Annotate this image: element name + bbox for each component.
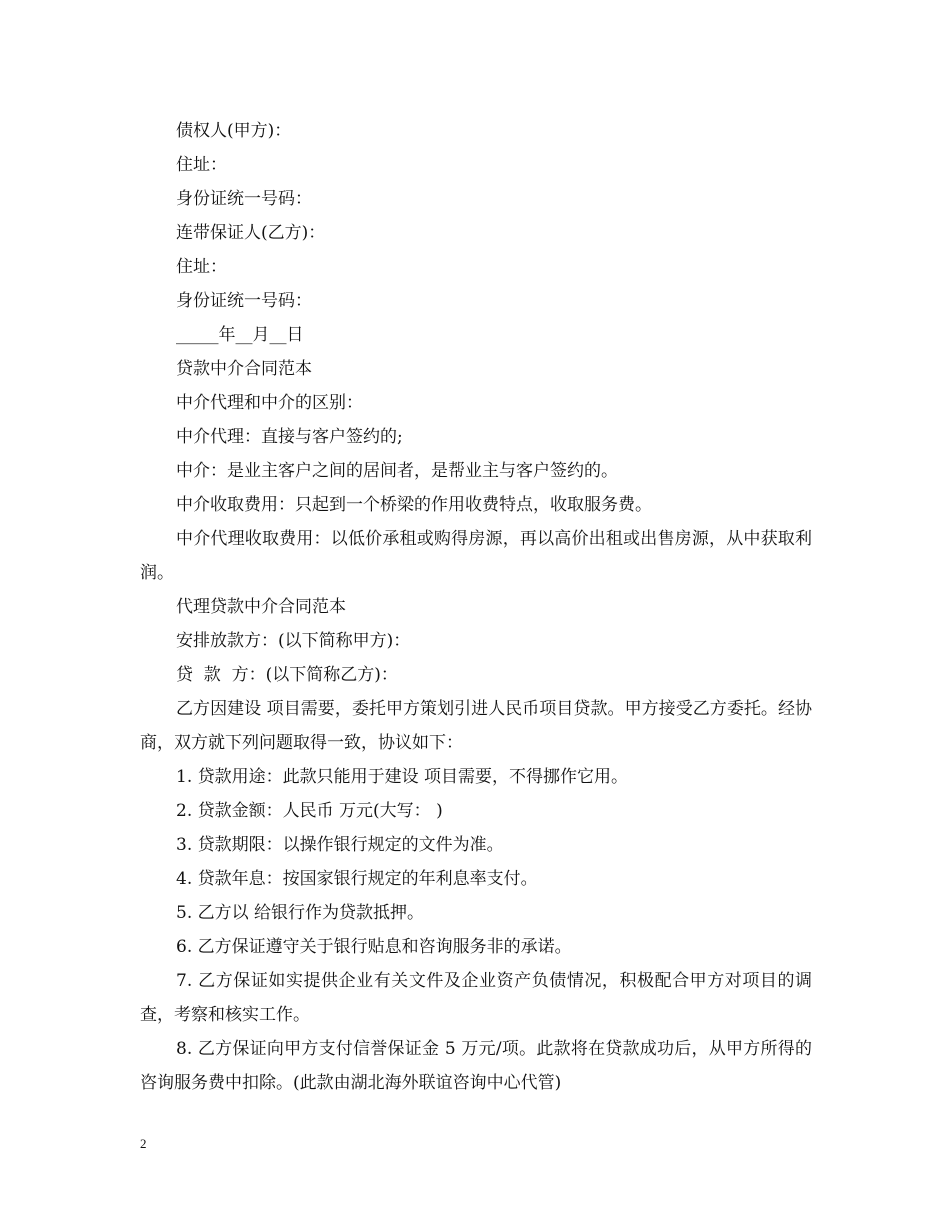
clause-item: 3. 贷款期限：以操作银行规定的文件为准。 [176,835,504,855]
paragraph: 乙方因建设 项目需要，委托甲方策划引进人民币项目贷款。甲方接受乙方委托。经协商，双方就下列问题取得一致，协议如下： [140,699,812,753]
section-title: 贷款中介合同范本 [176,359,312,379]
paragraph: 中介：是业主客户之间的居间者，是帮业主与客户签约的。 [176,461,618,481]
guarantor-line: 连带保证人(乙方)： [176,223,326,243]
creditor-line: 债权人(甲方)： [176,121,292,141]
clause-item: 6. 乙方保证遵守关于银行贴息和咨询服务非的承诺。 [176,937,572,957]
page-number: 2 [140,1136,147,1151]
clause-item: 1. 贷款用途：此款只能用于建设 项目需要，不得挪作它用。 [176,767,629,787]
paragraph: 中介收取费用：只起到一个桥梁的作用收费特点，收取服务费。 [176,495,652,515]
date-line: _____年__月__日 [176,325,304,345]
clause-item: 2. 贷款金额：人民币 万元(大写： ) [176,801,443,821]
paragraph: 中介代理：直接与客户签约的; [176,427,403,447]
guarantor-id-line: 身份证统一号码： [176,291,312,311]
clause-item: 7. 乙方保证如实提供企业有关文件及企业资产负债情况，积极配合甲方对项目的调查，考察和核实工作。 [140,971,812,1025]
guarantor-address-line: 住址： [176,257,227,277]
party-line: 安排放款方：(以下简称甲方)： [176,631,411,651]
paragraph: 中介代理收取费用：以低价承租或购得房源，再以高价出租或出售房源，从中获取利润。 [140,529,812,583]
creditor-address-line: 住址： [176,155,227,175]
clause-item: 8. 乙方保证向甲方支付信誉保证金 5 万元/项。此款将在贷款成功后，从甲方所得的咨询服务费中扣除。(此款由湖北海外联谊咨询中心代管) [140,1039,812,1093]
clause-item: 4. 贷款年息：按国家银行规定的年利息率支付。 [176,869,538,889]
creditor-id-line: 身份证统一号码： [176,189,312,209]
paragraph: 中介代理和中介的区别： [176,393,363,413]
section-title: 代理贷款中介合同范本 [176,597,346,617]
party-line: 贷 款 方：(以下简称乙方)： [176,665,398,685]
document-body [140,114,812,1100]
clause-item: 5. 乙方以 给银行作为贷款抵押。 [176,903,425,923]
